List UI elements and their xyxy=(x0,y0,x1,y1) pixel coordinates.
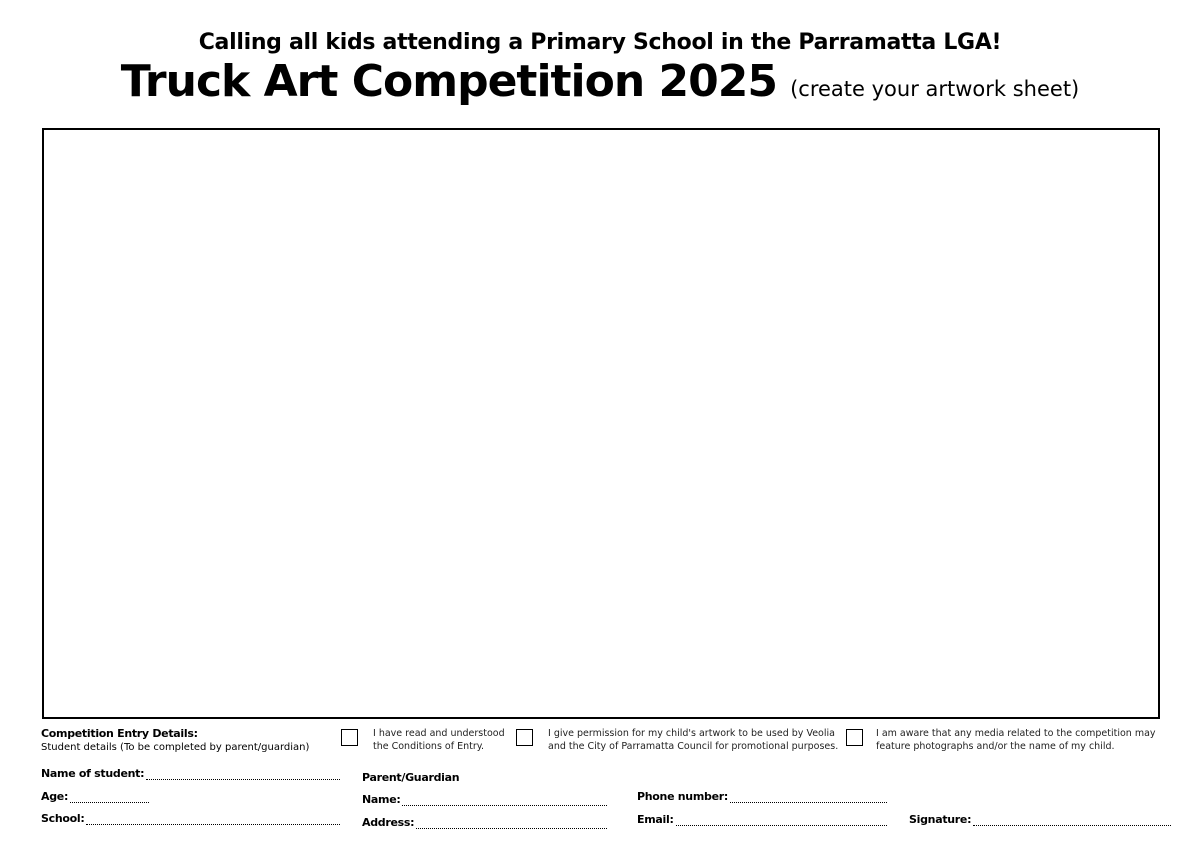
address-label: Address: xyxy=(362,816,415,829)
student-name-label: Name of student: xyxy=(41,767,145,780)
age-label: Age: xyxy=(41,790,69,803)
age-field[interactable] xyxy=(41,790,149,803)
email-field[interactable] xyxy=(637,813,887,826)
page-subtitle: Calling all kids attending a Primary School in the Parramatta LGA! xyxy=(198,30,1002,55)
address-field[interactable] xyxy=(362,816,607,829)
school-field[interactable] xyxy=(41,812,340,825)
parent-name-field[interactable] xyxy=(362,793,607,806)
phone-field[interactable] xyxy=(637,790,887,803)
media-checkbox-label: I am aware that any media related to the competition may feature photographs and/or the name of my child. xyxy=(876,728,1156,752)
entry-details-subheading: Student details (To be completed by parent/guardian) xyxy=(41,742,310,753)
artwork-area[interactable] xyxy=(42,128,1160,719)
entry-details-heading-block xyxy=(41,727,309,754)
student-name-field[interactable] xyxy=(41,767,340,780)
entry-details-heading: Competition Entry Details: xyxy=(41,727,198,740)
parent-guardian-heading: Parent/Guardian xyxy=(362,771,460,784)
email-label: Email: xyxy=(637,813,674,826)
signature-label: Signature: xyxy=(909,813,972,826)
permission-checkbox-label: I give permission for my child's artwork to be used by Veolia and the City of Parramatta Council for promotional purposes. xyxy=(548,728,839,752)
media-checkbox[interactable] xyxy=(846,729,863,746)
permission-checkbox[interactable] xyxy=(516,729,533,746)
school-label: School: xyxy=(41,812,85,825)
parent-name-label: Name: xyxy=(362,793,401,806)
conditions-checkbox[interactable] xyxy=(341,729,358,746)
page-title: Truck Art Competition 2025 xyxy=(120,56,777,107)
title-aside: (create your artwork sheet) xyxy=(790,77,1080,101)
conditions-checkbox-label: I have read and understood the Conditions of Entry. xyxy=(373,728,505,752)
title-row xyxy=(0,56,1200,107)
signature-field[interactable] xyxy=(909,813,1171,826)
phone-label: Phone number: xyxy=(637,790,728,803)
